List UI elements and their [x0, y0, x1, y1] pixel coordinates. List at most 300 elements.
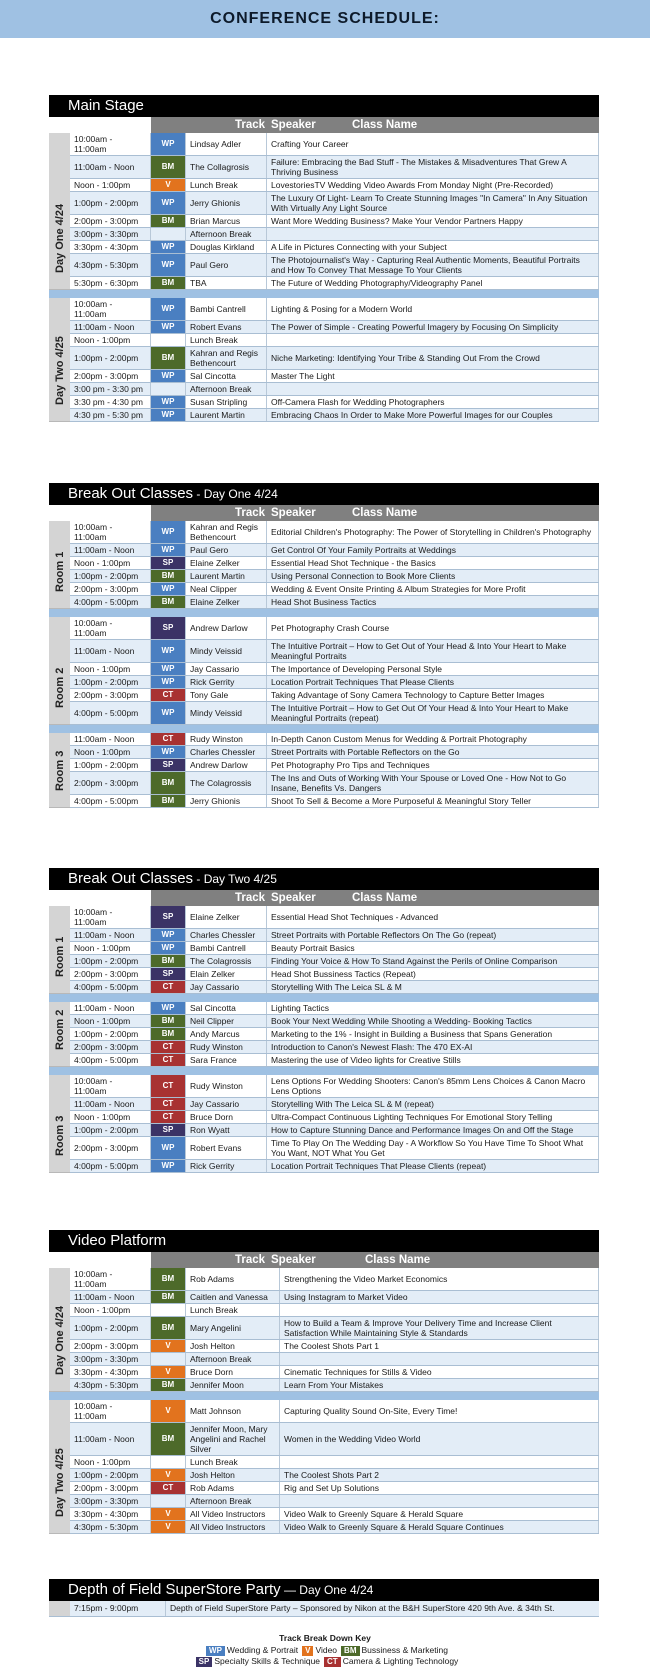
schedule-group [49, 1392, 599, 1534]
track-badge: SP [151, 906, 186, 928]
track-badge: WP [151, 676, 186, 688]
session-speaker: Charles Chessler [186, 929, 267, 941]
column-header-class: Class Name [348, 890, 599, 906]
schedule-row [70, 1469, 599, 1482]
column-header-track: Track [232, 890, 267, 906]
session-class-name: Video Walk to Greenly Square & Herald Square Continues [280, 1521, 599, 1533]
session-time: 2:00pm - 3:00pm [70, 772, 151, 794]
session-time: 2:00pm - 3:00pm [70, 968, 151, 980]
schedule-row [70, 676, 599, 689]
schedule-row [70, 1075, 599, 1098]
session-speaker: Bambi Cantrell [186, 942, 267, 954]
session-speaker: Douglas Kirkland [186, 241, 267, 253]
session-time: 11:00am - Noon [70, 1002, 151, 1014]
session-speaker: Neal Clipper [186, 583, 267, 595]
session-speaker: Sara France [186, 1054, 267, 1066]
schedule-row [70, 583, 599, 596]
group-rows [70, 733, 599, 808]
page-header [0, 0, 650, 38]
session-speaker: Elaine Zelker [186, 906, 267, 928]
group-label [49, 298, 70, 422]
track-badge: BM [151, 347, 186, 369]
session-speaker: Brian Marcus [186, 215, 267, 227]
session-speaker: Bruce Dorn [186, 1366, 280, 1378]
group-label [49, 1075, 70, 1173]
session-speaker: Paul Gero [186, 544, 267, 556]
track-badge: SP [151, 617, 186, 639]
session-time: Noon - 1:00pm [70, 1111, 151, 1123]
session-class-name: Street Portraits with Portable Reflectors On The Go (repeat) [267, 929, 599, 941]
track-badge: V [151, 1366, 186, 1378]
track-badge: SP [151, 759, 186, 771]
column-header-time [151, 505, 232, 521]
track-badge: WP [151, 396, 186, 408]
group-rows [70, 1400, 599, 1534]
track-key-title: Track Break Down Key [279, 1633, 371, 1643]
schedule-group [49, 521, 599, 609]
session-speaker: Afternoon Break [186, 383, 267, 395]
schedule-row [70, 228, 599, 241]
session-speaker: Rob Adams [186, 1268, 280, 1290]
track-badge: WP [151, 746, 186, 758]
group-label-text: Room 2 [53, 667, 66, 708]
session-speaker: Andy Marcus [186, 1028, 267, 1040]
column-header-speaker: Speaker [267, 505, 348, 521]
track-key-label: Bussiness & Marketing [361, 1645, 448, 1655]
session-class-name: The Ins and Outs of Working With Your Spouse or Loved One - How Not to Go Insane, Benefits Vs. Dangers [267, 772, 599, 794]
session-time: 2:00pm - 3:00pm [70, 215, 151, 227]
column-header-spacer [49, 117, 151, 133]
section-title-bar [49, 1579, 599, 1601]
schedule-row [70, 1317, 599, 1340]
track-badge: CT [151, 981, 186, 993]
session-speaker: Robert Evans [186, 321, 267, 333]
schedule-row [70, 1495, 599, 1508]
schedule-row [70, 179, 599, 192]
track-badge: WP [151, 1160, 186, 1172]
group-rows [70, 1002, 599, 1067]
session-class-name: Essential Head Shot Technique - the Basics [267, 557, 599, 569]
session-class-name: Wedding & Event Onsite Printing & Album Strategies for More Profit [267, 583, 599, 595]
session-time: 3:30pm - 4:30pm [70, 241, 151, 253]
session-class-name [280, 1353, 599, 1365]
schedule-row [70, 241, 599, 254]
session-class-name: Taking Advantage of Sony Camera Technology to Capture Better Images [267, 689, 599, 701]
schedule-row [70, 215, 599, 228]
track-badge: WP [151, 321, 186, 333]
schedule-row [70, 955, 599, 968]
session-speaker: Mary Angelini [186, 1317, 280, 1339]
column-header-spacer [49, 890, 151, 906]
session-time: 1:00pm - 2:00pm [70, 1469, 151, 1481]
schedule-row [70, 254, 599, 277]
session-class-name: Beauty Portrait Basics [267, 942, 599, 954]
session-class-name: The Coolest Shots Part 2 [280, 1469, 599, 1481]
track-badge: CT [151, 733, 186, 745]
session-speaker: Laurent Martin [186, 409, 267, 421]
session-time: 11:00am - Noon [70, 929, 151, 941]
session-class-name: The Luxury Of Light- Learn To Create Stunning Images "In Camera" In Any Situation With Virtually Any Light Source [267, 192, 599, 214]
track-key-badge: BM [341, 1646, 359, 1656]
group-label [49, 1002, 70, 1067]
group-rows [70, 521, 599, 609]
session-speaker: Andrew Darlow [186, 759, 267, 771]
session-speaker: Jay Cassario [186, 1098, 267, 1110]
session-time: Noon - 1:00pm [70, 1304, 151, 1316]
column-header-time [151, 117, 232, 133]
session-speaker: Jerry Ghionis [186, 192, 267, 214]
schedule-row [70, 981, 599, 994]
schedule-group [49, 609, 599, 725]
track-key-label: Specialty Skills & Technique [214, 1656, 321, 1666]
track-badge: SP [151, 968, 186, 980]
session-class-name: Time To Play On The Wedding Day - A Workflow So You Have Time To Shoot What You Want, NOT What You Get [267, 1137, 599, 1159]
schedule-group [49, 290, 599, 422]
session-class-name: The Power of Simple - Creating Powerful Imagery by Focusing On Simplicity [267, 321, 599, 333]
track-badge: WP [151, 133, 186, 155]
schedule-row [70, 1521, 599, 1534]
schedule-row [70, 746, 599, 759]
schedule-row [70, 544, 599, 557]
session-class-name: Crafting Your Career [267, 133, 599, 155]
session-class-name: Lighting Tactics [267, 1002, 599, 1014]
session-speaker: Paul Gero [186, 254, 267, 276]
track-badge: WP [151, 942, 186, 954]
session-speaker: Matt Johnson [186, 1400, 280, 1422]
session-time: 10:00am - 11:00am [70, 1268, 151, 1290]
schedule-row [70, 396, 599, 409]
session-speaker: Afternoon Break [186, 228, 267, 240]
section-video-platform [49, 1230, 599, 1534]
session-speaker: Afternoon Break [186, 1495, 280, 1507]
session-time: 1:00pm - 2:00pm [70, 955, 151, 967]
session-class-name: The Future of Wedding Photography/Videography Panel [267, 277, 599, 289]
schedule-row [70, 1028, 599, 1041]
group-rows [70, 617, 599, 725]
session-time: 10:00am - 11:00am [70, 133, 151, 155]
session-class-name: Marketing to the 1% - Insight in Building a Business that Spans Generation [267, 1028, 599, 1040]
session-class-name [267, 228, 599, 240]
track-badge [151, 1456, 186, 1468]
session-time: 3:00pm - 3:30pm [70, 1495, 151, 1507]
session-speaker: Lunch Break [186, 179, 267, 191]
track-badge: WP [151, 192, 186, 214]
track-badge: BM [151, 277, 186, 289]
session-class-name: Learn From Your Mistakes [280, 1379, 599, 1391]
session-class-name: Want More Wedding Business? Make Your Vendor Partners Happy [267, 215, 599, 227]
session-speaker: Andrew Darlow [186, 617, 267, 639]
session-speaker: Kahran and Regis Bethencourt [186, 521, 267, 543]
schedule-row [70, 1160, 599, 1173]
schedule-row [70, 1291, 599, 1304]
column-header-class: Class Name [361, 1252, 599, 1268]
schedule-row [70, 192, 599, 215]
session-time: 11:00am - Noon [70, 640, 151, 662]
schedule-group [49, 133, 599, 290]
session-time: 10:00am - 11:00am [70, 1075, 151, 1097]
section-title-bar [49, 1230, 599, 1252]
session-time: 3:00pm - 3:30pm [70, 228, 151, 240]
session-speaker: Mindy Veissid [186, 702, 267, 724]
session-class-name [280, 1495, 599, 1507]
track-key-badge: WP [206, 1646, 225, 1656]
group-label-text: Room 1 [53, 936, 66, 977]
schedule-group [49, 1268, 599, 1392]
track-badge: BM [151, 1015, 186, 1027]
schedule-row [70, 968, 599, 981]
session-time: 11:00am - Noon [70, 1423, 151, 1455]
session-speaker: Mindy Veissid [186, 640, 267, 662]
track-badge: BM [151, 215, 186, 227]
session-speaker: Rudy Winston [186, 733, 267, 745]
session-time: 11:00am - Noon [70, 544, 151, 556]
party-row [49, 1601, 599, 1617]
session-class-name: The Coolest Shots Part 1 [280, 1340, 599, 1352]
schedule-row [70, 1015, 599, 1028]
schedule-row [70, 370, 599, 383]
schedule-row [70, 1054, 599, 1067]
schedule-row [70, 383, 599, 396]
session-time: 3:00 pm - 3:30 pm [70, 383, 151, 395]
schedule-group [49, 1067, 599, 1173]
section-title: Break Out Classes [68, 485, 194, 502]
track-badge: WP [151, 298, 186, 320]
session-speaker: Jerry Ghionis [186, 795, 267, 807]
session-speaker: Charles Chessler [186, 746, 267, 758]
session-speaker: Lunch Break [186, 1304, 280, 1316]
schedule-row [70, 557, 599, 570]
column-header-class: Class Name [348, 505, 599, 521]
session-time: 4:30pm - 5:30pm [70, 254, 151, 276]
track-key-badge: SP [196, 1657, 213, 1667]
track-badge: BM [151, 1291, 186, 1303]
session-class-name [267, 334, 599, 346]
session-speaker: Lunch Break [186, 334, 267, 346]
group-label [49, 1268, 70, 1392]
session-speaker: Rick Gerrity [186, 676, 267, 688]
schedule-group [49, 906, 599, 994]
session-class-name: Introduction to Canon's Newest Flash: The 470 EX-AI [267, 1041, 599, 1053]
track-badge [151, 1495, 186, 1507]
schedule-row [70, 1456, 599, 1469]
track-key-label: Video [315, 1645, 338, 1655]
column-header-speaker: Speaker [267, 117, 348, 133]
track-badge: BM [151, 596, 186, 608]
group-label-text: Room 2 [53, 1009, 66, 1050]
session-speaker: Sal Cincotta [186, 1002, 267, 1014]
session-speaker: Robert Evans [186, 1137, 267, 1159]
session-speaker: Laurent Martin [186, 570, 267, 582]
session-class-name: Mastering the use of Video lights for Creative Stills [267, 1054, 599, 1066]
group-rows [70, 1268, 599, 1392]
track-badge: CT [151, 1041, 186, 1053]
schedule-row [70, 596, 599, 609]
schedule-row [70, 733, 599, 746]
track-badge [151, 1304, 186, 1316]
track-badge: BM [151, 795, 186, 807]
session-class-name: The Importance of Developing Personal Style [267, 663, 599, 675]
session-speaker: Ron Wyatt [186, 1124, 267, 1136]
track-badge: CT [151, 1111, 186, 1123]
session-speaker: Lunch Break [186, 1456, 280, 1468]
session-time: Noon - 1:00pm [70, 1456, 151, 1468]
schedule-row [70, 1111, 599, 1124]
group-label-text: Room 3 [53, 1115, 66, 1156]
schedule-row [70, 759, 599, 772]
session-time: 11:00am - Noon [70, 1098, 151, 1110]
session-speaker: Afternoon Break [186, 1353, 280, 1365]
section-title: Video Platform [68, 1232, 167, 1249]
column-header-row [49, 505, 599, 521]
schedule-row [70, 298, 599, 321]
schedule-row [70, 942, 599, 955]
section-title: Main Stage [68, 97, 144, 114]
schedule-row [70, 1353, 599, 1366]
session-class-name: Head Shot Bussiness Tactics (Repeat) [267, 968, 599, 980]
track-badge: BM [151, 570, 186, 582]
session-speaker: Josh Helton [186, 1469, 280, 1481]
group-label [49, 617, 70, 725]
schedule-row [70, 689, 599, 702]
session-class-name: Embracing Chaos In Order to Make More Powerful Images for our Couples [267, 409, 599, 421]
session-time: 10:00am - 11:00am [70, 298, 151, 320]
track-badge: WP [151, 583, 186, 595]
schedule-row [70, 1423, 599, 1456]
schedule-row [70, 772, 599, 795]
schedule-row [70, 1379, 599, 1392]
track-key-line [0, 1645, 650, 1656]
track-badge: SP [151, 557, 186, 569]
group-label-text: Day Two 4/25 [53, 1448, 66, 1517]
session-speaker: Rudy Winston [186, 1075, 267, 1097]
session-class-name: The Intuitive Portrait – How to Get Out Of Your Head & Into Your Heart to Make Meaningful Portraits (repeat) [267, 702, 599, 724]
session-speaker: Josh Helton [186, 1340, 280, 1352]
schedule-row [70, 1002, 599, 1015]
session-time: 2:00pm - 3:00pm [70, 1137, 151, 1159]
session-class-name: LovestoriesTV Wedding Video Awards From Monday Night (Pre-Recorded) [267, 179, 599, 191]
session-speaker: Elain Zelker [186, 968, 267, 980]
track-badge: WP [151, 1002, 186, 1014]
session-time: 10:00am - 11:00am [70, 906, 151, 928]
session-time: 1:00pm - 2:00pm [70, 1317, 151, 1339]
schedule-row [70, 1137, 599, 1160]
section-breakout-day-one [49, 483, 599, 808]
schedule-row [70, 1098, 599, 1111]
session-class-name: Finding Your Voice & How To Stand Against the Perils of Online Comparison [267, 955, 599, 967]
group-label-text: Day Two 4/25 [53, 336, 66, 405]
schedule-group [49, 994, 599, 1067]
session-time: 2:00pm - 3:00pm [70, 1340, 151, 1352]
group-rows [70, 133, 599, 290]
party-description: Depth of Field SuperStore Party – Sponsored by Nikon at the B&H SuperStore 420 9th Ave. & 34th St. [170, 1603, 555, 1613]
track-badge: CT [151, 1482, 186, 1494]
track-key-line [0, 1656, 650, 1667]
session-time: 1:00pm - 2:00pm [70, 676, 151, 688]
track-badge: WP [151, 640, 186, 662]
session-time: 5:30pm - 6:30pm [70, 277, 151, 289]
session-class-name: Niche Marketing: Identifying Your Tribe & Standing Out From the Crowd [267, 347, 599, 369]
schedule-group [49, 725, 599, 808]
track-badge: BM [151, 1268, 186, 1290]
schedule-row [70, 795, 599, 808]
column-header-spacer [49, 505, 151, 521]
session-speaker: Lindsay Adler [186, 133, 267, 155]
track-badge [151, 228, 186, 240]
session-speaker: Caitlen and Vanessa [186, 1291, 280, 1303]
track-badge: V [151, 1521, 186, 1533]
schedule-row [70, 570, 599, 583]
session-time: 10:00am - 11:00am [70, 617, 151, 639]
schedule-row [70, 1124, 599, 1137]
track-badge: BM [151, 1379, 186, 1391]
session-class-name: Editorial Children's Photography: The Power of Storytelling in Children's Photography [267, 521, 599, 543]
session-class-name: Off-Camera Flash for Wedding Photographers [267, 396, 599, 408]
schedule-row [70, 1400, 599, 1423]
track-badge: WP [151, 929, 186, 941]
session-time: 2:00pm - 3:00pm [70, 370, 151, 382]
session-speaker: Sal Cincotta [186, 370, 267, 382]
column-header-class: Class Name [348, 117, 599, 133]
session-time: 3:30 pm - 4:30 pm [70, 396, 151, 408]
session-class-name: Street Portraits with Portable Reflectors on the Go [267, 746, 599, 758]
track-badge: CT [151, 689, 186, 701]
track-key-badge: CT [324, 1657, 341, 1667]
track-badge: V [151, 1340, 186, 1352]
track-key-label: Camera & Lighting Technology [342, 1656, 459, 1666]
session-speaker: Bruce Dorn [186, 1111, 267, 1123]
session-class-name: Storytelling With The Leica SL & M (repeat) [267, 1098, 599, 1110]
session-class-name: Rig and Set Up Solutions [280, 1482, 599, 1494]
session-time: 3:30pm - 4:30pm [70, 1508, 151, 1520]
track-badge: BM [151, 156, 186, 178]
session-class-name: Women in the Wedding Video World [280, 1423, 599, 1455]
track-key-badge: V [302, 1646, 313, 1656]
schedule-row [70, 929, 599, 942]
session-class-name [280, 1456, 599, 1468]
session-time: 11:00am - Noon [70, 156, 151, 178]
track-badge: WP [151, 702, 186, 724]
session-class-name: Pet Photography Crash Course [267, 617, 599, 639]
group-label [49, 906, 70, 994]
session-class-name: Location Portrait Techniques That Please Clients (repeat) [267, 1160, 599, 1172]
session-class-name: Lens Options For Wedding Shooters: Canon's 85mm Lens Choices & Canon Macro Lens Options [267, 1075, 599, 1097]
session-time: Noon - 1:00pm [70, 1015, 151, 1027]
session-time: 4:00pm - 5:00pm [70, 1054, 151, 1066]
party-label-spacer [49, 1601, 70, 1616]
track-badge [151, 334, 186, 346]
session-class-name: Strengthening the Video Market Economics [280, 1268, 599, 1290]
section-main-stage [49, 95, 599, 422]
schedule-row [70, 702, 599, 725]
session-class-name: Master The Light [267, 370, 599, 382]
track-key-label: Wedding & Portrait [226, 1645, 299, 1655]
column-header-time [151, 890, 232, 906]
session-time: Noon - 1:00pm [70, 557, 151, 569]
session-class-name: Book Your Next Wedding While Shooting a Wedding- Booking Tactics [267, 1015, 599, 1027]
track-badge: WP [151, 663, 186, 675]
group-rows [70, 1075, 599, 1173]
schedule-row [70, 1041, 599, 1054]
session-time: 4:00pm - 5:00pm [70, 596, 151, 608]
session-class-name: Video Walk to Greenly Square & Herald Square [280, 1508, 599, 1520]
group-label-text: Room 3 [53, 750, 66, 791]
group-label [49, 521, 70, 609]
track-badge: BM [151, 955, 186, 967]
session-time: 1:00pm - 2:00pm [70, 759, 151, 771]
session-speaker: Jay Cassario [186, 981, 267, 993]
session-time: 4:30pm - 5:30pm [70, 1521, 151, 1533]
track-badge: WP [151, 409, 186, 421]
